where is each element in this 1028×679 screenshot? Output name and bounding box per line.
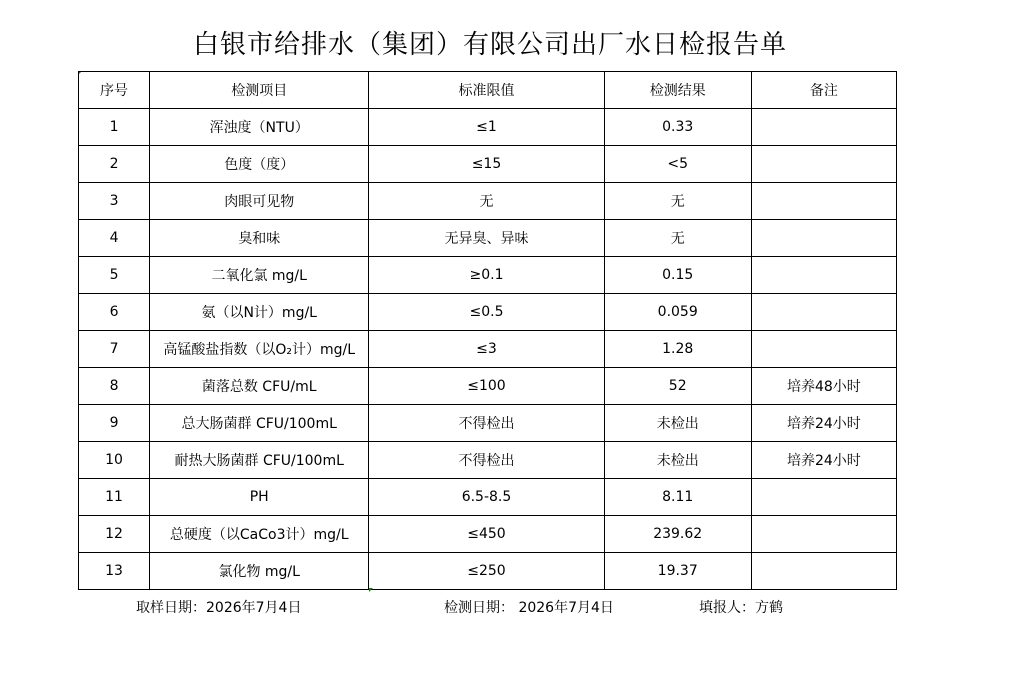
cell-marker-bottom — [369, 588, 373, 592]
row-standard: 不得检出 — [369, 405, 604, 442]
row-standard: ≤1 — [369, 109, 604, 146]
row-no: 10 — [79, 442, 150, 479]
row-note — [751, 294, 896, 331]
row-note: 培养24小时 — [751, 405, 896, 442]
row-standard: ≥0.1 — [369, 257, 604, 294]
row-item: 色度（度） — [150, 146, 369, 183]
header-standard: 标准限值 — [369, 72, 604, 109]
row-no: 6 — [79, 294, 150, 331]
row-note — [751, 479, 896, 516]
header-row — [79, 72, 897, 109]
row-result: 0.059 — [604, 294, 751, 331]
row-item: 浑浊度（NTU） — [150, 109, 369, 146]
row-note — [751, 109, 896, 146]
row-note — [751, 553, 896, 590]
row-result: 无 — [604, 183, 751, 220]
header-no: 序号 — [79, 72, 150, 109]
table-row — [79, 331, 897, 368]
row-standard: ≤450 — [369, 516, 604, 553]
row-no: 9 — [79, 405, 150, 442]
row-result: 无 — [604, 220, 751, 257]
header-item: 检测项目 — [150, 72, 369, 109]
table-row — [79, 146, 897, 183]
row-item: 臭和味 — [150, 220, 369, 257]
row-note: 培养48小时 — [751, 368, 896, 405]
row-no: 13 — [79, 553, 150, 590]
row-item: 总硬度（以CaCo3计）mg/L — [150, 516, 369, 553]
table-row — [79, 553, 897, 590]
row-no: 4 — [79, 220, 150, 257]
row-note — [751, 220, 896, 257]
row-standard: ≤100 — [369, 368, 604, 405]
row-no: 11 — [79, 479, 150, 516]
header-result: 检测结果 — [604, 72, 751, 109]
row-standard: 6.5-8.5 — [369, 479, 604, 516]
row-result: <5 — [604, 146, 751, 183]
row-item: 高锰酸盐指数（以O₂计）mg/L — [150, 331, 369, 368]
row-no: 1 — [79, 109, 150, 146]
header-note: 备注 — [751, 72, 896, 109]
table-row — [79, 479, 897, 516]
row-result: 未检出 — [604, 442, 751, 479]
row-note — [751, 331, 896, 368]
row-item: 耐热大肠菌群 CFU/100mL — [150, 442, 369, 479]
table-row — [79, 257, 897, 294]
table-row — [79, 442, 897, 479]
row-result: 52 — [604, 368, 751, 405]
reporter: 填报人：方鹤 — [699, 600, 783, 616]
sample-date: 取样日期：2026年7月4日 — [136, 600, 302, 616]
table-row — [79, 294, 897, 331]
row-item: 氨（以N计）mg/L — [150, 294, 369, 331]
table-row — [79, 405, 897, 442]
row-result: 1.28 — [604, 331, 751, 368]
row-result: 239.62 — [604, 516, 751, 553]
table-row — [79, 183, 897, 220]
row-no: 3 — [79, 183, 150, 220]
row-item: PH — [150, 479, 369, 516]
row-item: 菌落总数 CFU/mL — [150, 368, 369, 405]
row-result: 8.11 — [604, 479, 751, 516]
row-standard: ≤0.5 — [369, 294, 604, 331]
row-standard: ≤3 — [369, 331, 604, 368]
row-no: 8 — [79, 368, 150, 405]
row-result: 未检出 — [604, 405, 751, 442]
row-result: 0.15 — [604, 257, 751, 294]
table-row — [79, 368, 897, 405]
table-row — [79, 109, 897, 146]
row-note — [751, 146, 896, 183]
row-note — [751, 257, 896, 294]
row-no: 5 — [79, 257, 150, 294]
row-no: 7 — [79, 331, 150, 368]
table-row — [79, 220, 897, 257]
row-no: 12 — [79, 516, 150, 553]
report-table — [78, 71, 897, 590]
row-result: 0.33 — [604, 109, 751, 146]
row-item: 氯化物 mg/L — [150, 553, 369, 590]
row-standard: 无 — [369, 183, 604, 220]
report-title: 白银市给排水（集团）有限公司出厂水日检报告单 — [192, 30, 787, 60]
test-date: 检测日期： 2026年7月4日 — [444, 600, 614, 616]
row-standard: 无异臭、异味 — [369, 220, 604, 257]
row-standard: ≤15 — [369, 146, 604, 183]
row-no: 2 — [79, 146, 150, 183]
row-item: 二氧化氯 mg/L — [150, 257, 369, 294]
row-item: 总大肠菌群 CFU/100mL — [150, 405, 369, 442]
row-note — [751, 516, 896, 553]
row-note: 培养24小时 — [751, 442, 896, 479]
row-item: 肉眼可见物 — [150, 183, 369, 220]
row-standard: 不得检出 — [369, 442, 604, 479]
row-standard: ≤250 — [369, 553, 604, 590]
row-result: 19.37 — [604, 553, 751, 590]
row-note — [751, 183, 896, 220]
table-row — [79, 516, 897, 553]
